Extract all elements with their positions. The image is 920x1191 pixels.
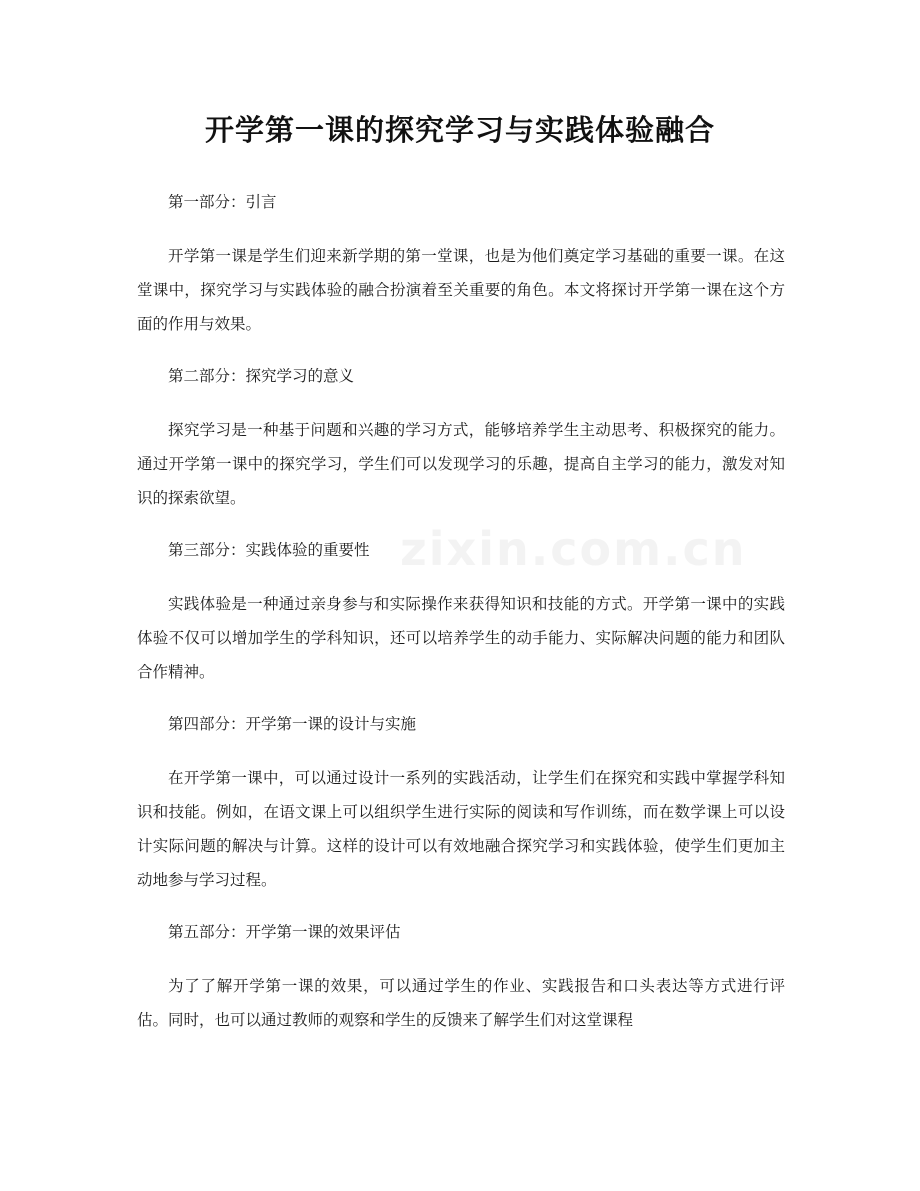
document-body (137, 185, 785, 1055)
watermark: zixin.com.cn (400, 522, 747, 576)
page-title: 开学第一课的探究学习与实践体验融合 (204, 113, 715, 147)
section-paragraph-5: 为了了解开学第一课的效果，可以通过学生的作业、实践报告和口头表达等方式进行评估。同时，也可以通过教师的观察和学生的反馈来了解学生们对这堂课程 (137, 977, 785, 1029)
section-paragraph-3: 实践体验是一种通过亲身参与和实际操作来获得知识和技能的方式。开学第一课中的实践体验不仅可以增加学生的学科知识，还可以培养学生的动手能力、实际解决问题的能力和团队合作精神。 (137, 595, 785, 681)
section-heading-2: 第二部分：探究学习的意义 (168, 367, 355, 385)
section-paragraph-2: 探究学习是一种基于问题和兴趣的学习方式，能够培养学生主动思考、积极探究的能力。通过开学第一课中的探究学习，学生们可以发现学习的乐趣，提高自主学习的能力，激发对知识的探索欲望。 (137, 421, 785, 507)
section-paragraph-4: 在开学第一课中，可以通过设计一系列的实践活动，让学生们在探究和实践中掌握学科知识和技能。例如，在语文课上可以组织学生进行实际的阅读和写作训练，而在数学课上可以设计实际问题的解决与计算。这样的设计可以有效地融合探究学习和实践体验，使学生们更加主动地参与学习过程。 (137, 769, 785, 889)
section-heading-3: 第三部分：实践体验的重要性 (168, 541, 370, 559)
section-paragraph-1: 开学第一课是学生们迎来新学期的第一堂课，也是为他们奠定学习基础的重要一课。在这堂课中，探究学习与实践体验的融合扮演着至关重要的角色。本文将探讨开学第一课在这个方面的作用与效果。 (137, 247, 785, 333)
section-heading-1: 第一部分：引言 (168, 193, 277, 211)
section-heading-4: 第四部分：开学第一课的设计与实施 (168, 715, 417, 733)
section-heading-5: 第五部分：开学第一课的效果评估 (168, 923, 401, 941)
